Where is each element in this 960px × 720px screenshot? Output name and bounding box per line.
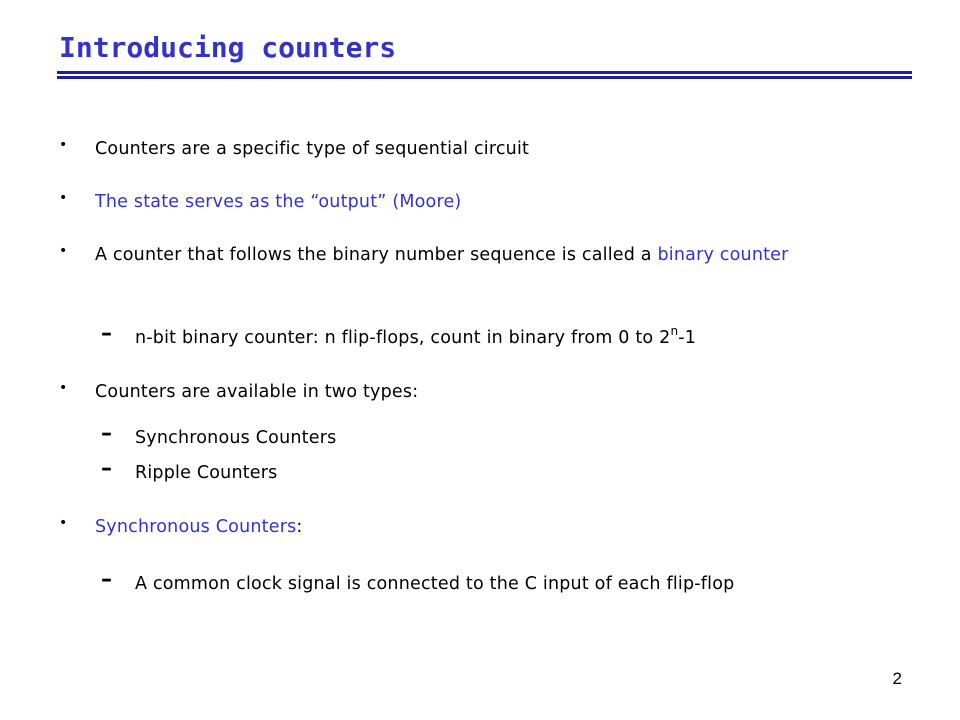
sub-bullet-text-after: -1 <box>678 328 697 348</box>
bullet-icon: • <box>59 380 68 396</box>
bullet-item <box>59 242 875 268</box>
sub-bullet-text: Synchronous Counters <box>135 428 337 448</box>
bullet-icon: • <box>59 190 68 206</box>
sub-bullet-text: A common clock signal is connected to the C input of each flip-flop <box>135 574 735 594</box>
slide-title: Introducing counters <box>59 31 397 64</box>
bullet-text: The state serves as the “output” (Moore) <box>95 192 462 212</box>
bullet-item <box>59 514 895 540</box>
bullet-text: Synchronous Counters <box>95 517 297 537</box>
sub-bullet-item <box>101 321 895 351</box>
dash-icon: – <box>101 321 113 346</box>
superscript: n <box>670 324 679 338</box>
bullet-text: A counter that follows the binary number sequence is called a <box>95 245 658 265</box>
bullet-item <box>59 136 895 162</box>
sub-bullet-item <box>101 567 895 597</box>
bullet-icon: • <box>59 515 68 531</box>
dash-icon: – <box>101 456 113 481</box>
bullet-highlight: binary counter <box>657 245 789 265</box>
sub-bullet-item <box>101 421 895 451</box>
bullet-suffix: : <box>296 517 303 537</box>
sub-bullet-item <box>101 456 895 486</box>
sub-bullet-text: n-bit binary counter: n flip-flops, count in binary from 0 to 2 <box>135 328 671 348</box>
sub-bullet-text: Ripple Counters <box>135 463 278 483</box>
page-number: 2 <box>892 669 902 688</box>
bullet-item <box>59 189 895 215</box>
bullet-icon: • <box>59 137 68 153</box>
bullet-item <box>59 379 895 405</box>
bullet-text: Counters are a specific type of sequential circuit <box>95 139 530 159</box>
bullet-icon: • <box>59 243 68 259</box>
dash-icon: – <box>101 567 113 592</box>
dash-icon: – <box>101 421 113 446</box>
bullet-text: Counters are available in two types: <box>95 382 419 402</box>
